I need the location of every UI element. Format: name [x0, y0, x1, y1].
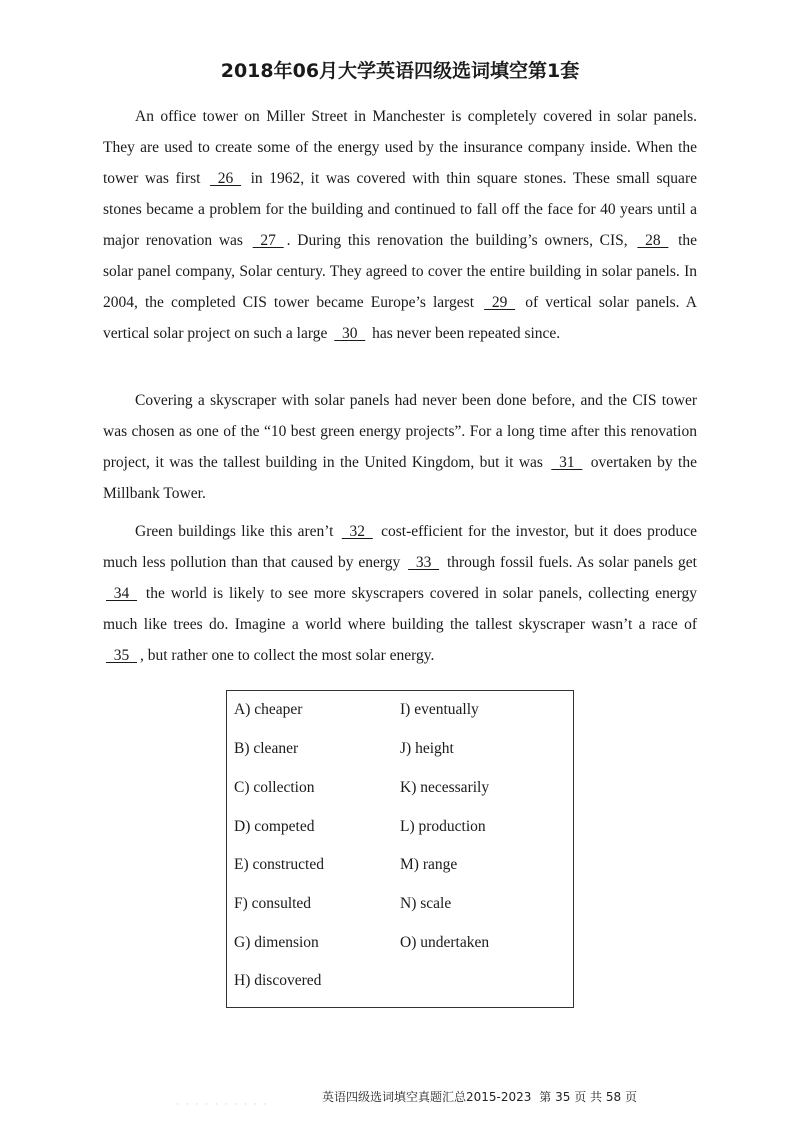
- faint-watermark-dots: · · · · · · · · · ·: [176, 1100, 269, 1110]
- option-j: J) height: [400, 740, 454, 757]
- blank-33: 33: [408, 554, 440, 571]
- option-f: F) consulted: [234, 895, 312, 912]
- passage-paragraph-3: [103, 516, 697, 671]
- passage-text: Covering a skyscraper with solar panels had never been done before, and the CIS tower was chosen as one of the “10 best green energy projects”. For a long time after this renovation project, it was the tallest building in the United Kingdom, but it was: [103, 392, 697, 471]
- passage-paragraph-1: [103, 101, 697, 349]
- blank-28: 28: [637, 232, 669, 249]
- passage-text: of vertical solar panels. A vertical solar project on such a large: [103, 294, 697, 342]
- blank-29: 29: [484, 294, 516, 311]
- option-e: E) constructed: [234, 856, 324, 873]
- option-k: K) necessarily: [400, 779, 490, 796]
- option-d: D) competed: [234, 818, 315, 835]
- option-g: G) dimension: [234, 934, 319, 951]
- page-footer: [322, 1088, 637, 1105]
- footer-page-suffix: 页: [624, 1090, 637, 1104]
- passage-text: has never been repeated since.: [368, 325, 561, 342]
- blank-30: 30: [334, 325, 366, 342]
- passage-text: Green buildings like this aren’t: [135, 523, 339, 540]
- passage-text: cost-efficient for the investor, but it does produce much less pollution than that caused by energy: [103, 523, 697, 571]
- option-a: A) cheaper: [234, 701, 303, 718]
- passage-text: , but rather one to collect the most solar energy.: [140, 647, 435, 664]
- word-bank-box: [226, 690, 574, 1008]
- footer-total-pages: 58: [605, 1090, 622, 1104]
- passage-text: through fossil fuels. As solar panels get: [442, 554, 697, 571]
- option-m: M) range: [400, 856, 458, 873]
- option-h: H) discovered: [234, 972, 322, 989]
- blank-27: 27: [252, 232, 284, 249]
- footer-page-mid: 页 共: [574, 1090, 603, 1104]
- passage-paragraph-2: [103, 385, 697, 509]
- passage-text: . During this renovation the building’s owners, CIS,: [286, 232, 635, 249]
- page-title: 2018年06月大学英语四级选词填空第1套: [220, 60, 580, 82]
- passage-text: the solar panel company, Solar century. They agreed to cover the entire building in solar panels. In 2004, the completed CIS tower became Europe’s largest: [103, 232, 698, 311]
- option-b: B) cleaner: [234, 740, 299, 757]
- blank-34: 34: [106, 585, 137, 602]
- footer-page-prefix: 第: [539, 1090, 552, 1104]
- option-l: L) production: [400, 818, 486, 835]
- footer-book-title: 英语四级选词填空真题汇总2015-2023: [322, 1090, 532, 1104]
- passage-text: in 1962, it was covered with thin square stones. These small square stones became a problem for the building and continued to fall off the face for 40 years until a major renovation was: [103, 170, 697, 249]
- option-o: O) undertaken: [400, 934, 490, 951]
- blank-32: 32: [341, 523, 373, 540]
- blank-26: 26: [210, 170, 242, 187]
- passage-text: the world is likely to see more skyscrapers covered in solar panels, collecting energy much like trees do. Imagine a world where building the tallest skyscraper wasn’t a race of: [103, 585, 697, 633]
- blank-31: 31: [551, 454, 583, 471]
- passage-text: overtaken by the Millbank Tower.: [103, 454, 697, 502]
- footer-page-number: 35: [555, 1090, 571, 1104]
- option-i: I) eventually: [400, 701, 479, 718]
- option-n: N) scale: [400, 895, 452, 912]
- blank-35: 35: [106, 647, 137, 664]
- passage-text: An office tower on Miller Street in Manchester is completely covered in solar panels. They are used to create some of the energy used by the insurance company inside. When the tower was first: [103, 108, 697, 187]
- option-c: C) collection: [234, 779, 315, 796]
